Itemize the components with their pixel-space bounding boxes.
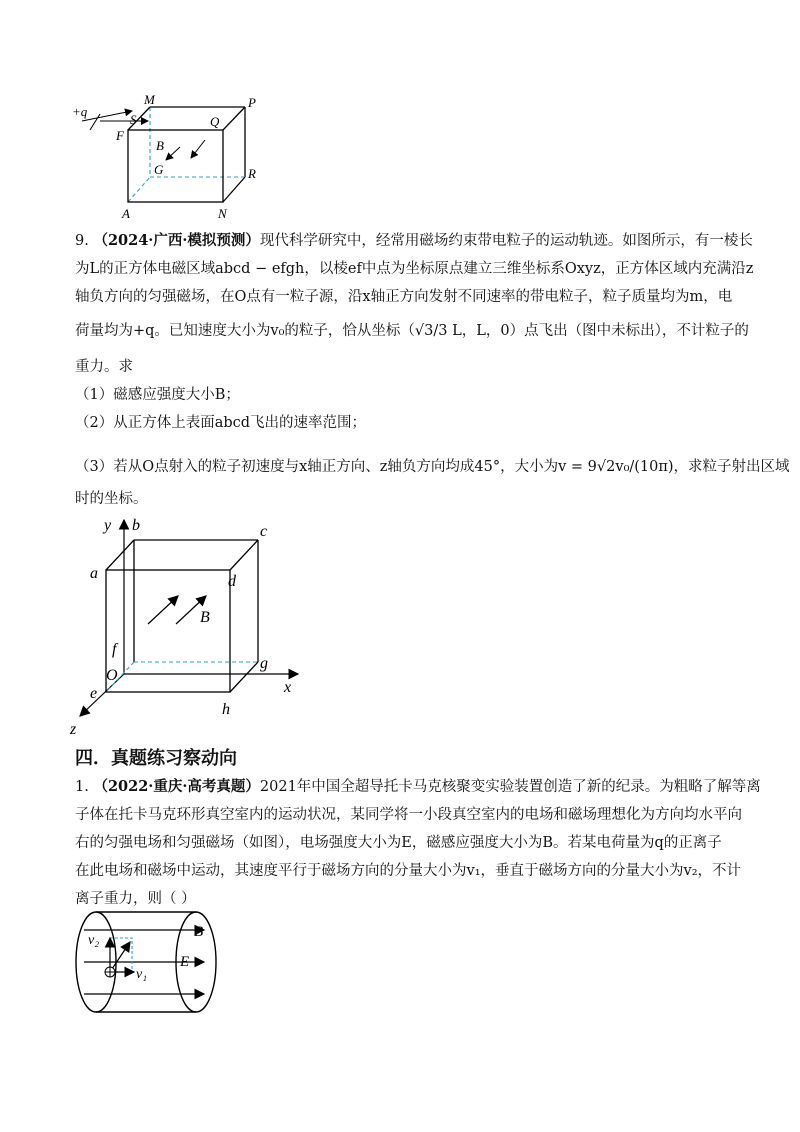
label-d: d xyxy=(228,573,236,590)
label-Q: Q xyxy=(210,114,220,129)
q9-sub-4: 时的坐标。 xyxy=(75,491,148,507)
q9-number: 9. xyxy=(75,233,89,249)
q9-line-3: 轴负方向的匀强磁场，在O点有一粒子源，沿x轴正方向发射不同速率的带电粒子，粒子质量均为m，电 xyxy=(75,289,733,305)
label-S: S xyxy=(130,112,137,127)
label-v2: v₂ xyxy=(88,933,100,948)
label-a: a xyxy=(90,565,98,582)
label-B: B xyxy=(200,609,210,626)
q1-line-5: 离子重力，则（ ） xyxy=(75,891,196,907)
section-title: 四．真题练习察动向 xyxy=(75,748,237,769)
label-R: R xyxy=(248,166,256,181)
label-b: b xyxy=(132,517,140,534)
label-B: B xyxy=(194,924,204,940)
label-E: E xyxy=(180,954,190,970)
cylinder-figure xyxy=(70,908,230,1020)
label-g: g xyxy=(260,655,268,672)
label-A: A xyxy=(122,206,130,221)
q1-line-4: 在此电场和磁场中运动，其速度平行于磁场方向的分量大小为v₁，垂直于磁场方向的分量大小为v₂，不计 xyxy=(75,863,742,879)
q9-line-2: 为L的正方体电磁区域abcd − efgh，以棱ef中点为坐标原点建立三维坐标系Oxyz，正方体区域内充满沿z xyxy=(75,261,754,277)
q1-text-1: 2021年中国全超导托卡马克核聚变实验装置创造了新的纪录。为粗略了解等离 xyxy=(259,779,761,795)
label-z: z xyxy=(70,721,77,738)
q9-line-1 xyxy=(75,230,753,252)
cube-figure-1 xyxy=(70,92,270,224)
label-v1: v₁ xyxy=(136,967,148,982)
q9-sub-1: （1）磁感应强度大小B； xyxy=(75,387,240,403)
q1-line-3: 右的匀强电场和匀强磁场（如图），电场强度大小为E，磁感应强度大小为B。若某电荷量为q的正离子 xyxy=(75,835,722,851)
label-G: G xyxy=(154,162,164,177)
q9-text-1: 现代科学研究中，经常用磁场约束带电粒子的运动轨迹。如图所示，有一棱长 xyxy=(259,233,753,249)
q1-source: （2022·重庆·高考真题） xyxy=(93,778,260,795)
label-O: O xyxy=(106,667,118,684)
label-y: y xyxy=(104,517,112,534)
q1-line-2: 子体在托卡马克环形真空室内的运动状况，某同学将一小段真空室内的电场和磁场理想化为方向均水平向 xyxy=(75,807,742,823)
label-h: h xyxy=(222,701,230,718)
q1-line-1 xyxy=(75,776,761,798)
label-f: f xyxy=(112,641,117,658)
label-P: P xyxy=(248,95,256,110)
label-x: x xyxy=(284,679,292,696)
label-e: e xyxy=(90,685,98,702)
label-plus-q: +q xyxy=(72,104,88,119)
cube-figure-2 xyxy=(62,512,312,738)
label-N: N xyxy=(218,206,227,221)
q9-sub-3: （3）若从O点射入的粒子初速度与x轴正方向、z轴负方向均成45°，大小为v = 9√2v₀/(10π)，求粒子射出区域 xyxy=(75,459,790,475)
q9-line-4: 荷量均为+q。已知速度大小为v₀的粒子，恰从坐标（√3/3 L，L，0）点飞出（图中未标出），不计粒子的 xyxy=(75,323,749,339)
label-B: B xyxy=(156,138,164,153)
label-M: M xyxy=(144,92,155,107)
q9-sub-2: （2）从正方体上表面abcd飞出的速率范围； xyxy=(75,415,367,431)
label-F: F xyxy=(116,128,124,143)
label-c: c xyxy=(260,523,268,540)
q1-number: 1. xyxy=(75,779,89,795)
q9-source: （2024·广西·模拟预测） xyxy=(93,232,260,249)
q9-line-5: 重力。求 xyxy=(75,359,133,375)
